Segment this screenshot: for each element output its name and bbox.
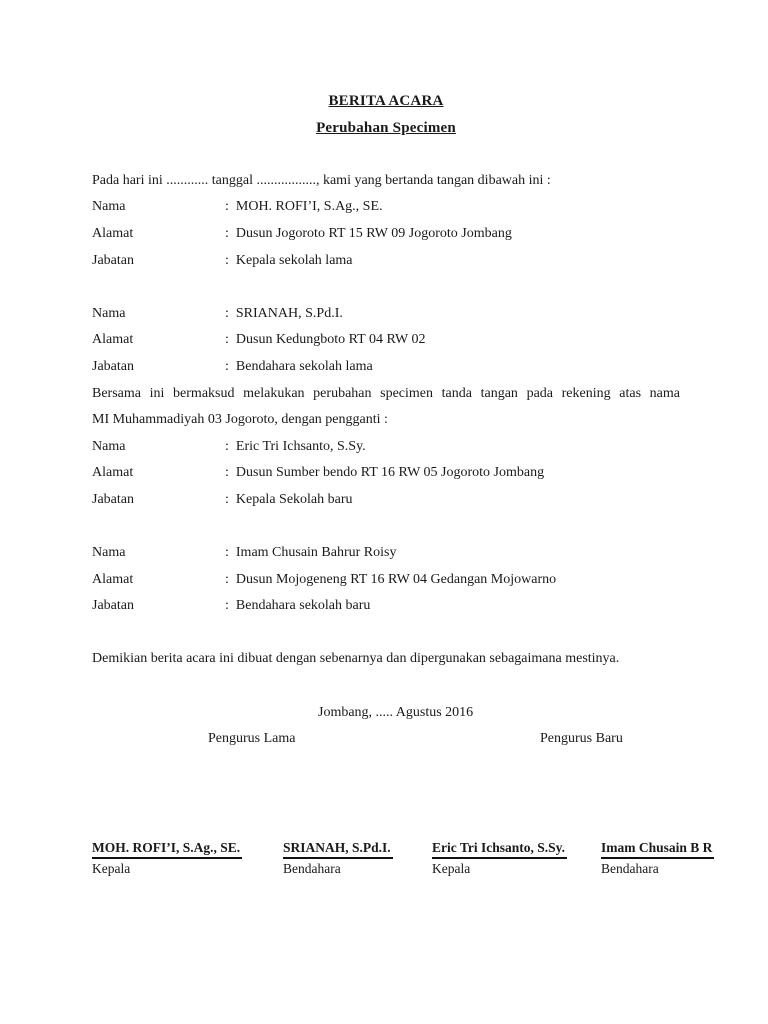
field-row-nama-3 — [92, 434, 680, 461]
field-colon: : — [225, 225, 229, 241]
document-subtitle — [92, 115, 680, 142]
field-row-nama-2 — [92, 301, 680, 328]
field-value: Eric Tri Ichsanto, S.Sy. — [235, 438, 366, 454]
closing-line: Demikian berita acara ini dibuat dengan sebenarnya dan dipergunakan sebagaimana mestinya. — [92, 651, 620, 667]
signature-name: Imam Chusain B R — [601, 839, 714, 859]
field-row-jabatan-3 — [92, 487, 680, 514]
document-title — [92, 88, 680, 115]
field-value: Imam Chusain Bahrur Roisy — [235, 545, 397, 561]
field-colon: : — [225, 332, 229, 348]
field-label: Nama — [92, 305, 126, 321]
signature-name: Eric Tri Ichsanto, S.Sy. — [432, 839, 567, 859]
date-line-text: Jombang, ..... Agustus 2016 — [318, 704, 474, 720]
field-row-alamat-4 — [92, 567, 680, 594]
field-label: Jabatan — [92, 491, 134, 507]
field-colon: : — [225, 438, 229, 454]
field-colon: : — [225, 545, 229, 561]
field-value: SRIANAH, S.Pd.I. — [235, 305, 343, 321]
field-value: Kepala Sekolah baru — [235, 491, 353, 507]
field-row-nama-4 — [92, 540, 680, 567]
field-colon: : — [225, 199, 229, 215]
signature-block-3 — [432, 839, 567, 877]
field-colon: : — [225, 571, 229, 587]
signature-role: Bendahara — [601, 860, 659, 876]
signature-row — [92, 839, 713, 899]
field-value: Dusun Sumber bendo RT 16 RW 05 Jogoroto Jombang — [235, 465, 545, 481]
signature-block-2 — [283, 839, 393, 877]
field-label: Jabatan — [92, 252, 134, 268]
field-row-jabatan-4 — [92, 593, 680, 620]
spacer — [92, 141, 680, 168]
document-subtitle-text: Perubahan Specimen — [316, 119, 456, 136]
field-colon: : — [225, 252, 229, 268]
field-value: Dusun Mojogeneng RT 16 RW 04 Gedangan Mojowarno — [235, 571, 557, 587]
field-row-jabatan-2 — [92, 354, 680, 381]
field-row-alamat-1 — [92, 221, 680, 248]
spacer — [92, 514, 680, 541]
field-colon: : — [225, 598, 229, 614]
field-value: MOH. ROFI’I, S.Ag., SE. — [235, 199, 383, 215]
field-row-nama-1 — [92, 194, 680, 221]
field-label: Alamat — [92, 332, 134, 348]
signature-role: Bendahara — [283, 860, 341, 876]
signature-name: MOH. ROFI’I, S.Ag., SE. — [92, 839, 242, 859]
field-colon: : — [225, 305, 229, 321]
header-pengurus-lama: Pengurus Lama — [208, 731, 296, 747]
field-value: Bendahara sekolah lama — [235, 358, 373, 374]
field-value: Kepala sekolah lama — [235, 252, 353, 268]
field-label: Nama — [92, 438, 126, 454]
date-line — [92, 700, 680, 727]
field-value: Dusun Kedungboto RT 04 RW 02 — [235, 332, 426, 348]
field-row-alamat-3 — [92, 460, 680, 487]
field-colon: : — [225, 358, 229, 374]
field-label: Alamat — [92, 465, 134, 481]
signature-block-4 — [601, 839, 714, 877]
field-colon: : — [225, 491, 229, 507]
document-title-text: BERITA ACARA — [328, 93, 444, 109]
signature-space — [92, 753, 680, 839]
field-label: Jabatan — [92, 358, 134, 374]
signature-role: Kepala — [92, 860, 131, 876]
signature-role: Kepala — [432, 860, 471, 876]
spacer — [92, 620, 680, 647]
field-label: Alamat — [92, 571, 134, 587]
field-label: Alamat — [92, 225, 134, 241]
field-row-jabatan-1 — [92, 248, 680, 275]
body-line-2: MI Muhammadiyah 03 Jogoroto, dengan pengganti : — [92, 412, 388, 428]
field-label: Nama — [92, 199, 126, 215]
field-value: Bendahara sekolah baru — [235, 598, 371, 614]
field-row-alamat-2 — [92, 327, 680, 354]
spacer — [92, 274, 680, 301]
field-label: Nama — [92, 545, 126, 561]
body-line-1: Bersama ini bermaksud melakukan perubahan specimen tanda tangan pada rekening atas nama — [92, 385, 680, 401]
field-label: Jabatan — [92, 598, 134, 614]
spacer — [92, 673, 680, 700]
header-pengurus-baru: Pengurus Baru — [540, 731, 623, 747]
document-content — [92, 88, 713, 899]
signature-name: SRIANAH, S.Pd.I. — [283, 839, 393, 859]
signing-headers — [92, 726, 680, 753]
field-colon: : — [225, 465, 229, 481]
opening-line: Pada hari ini ............ tanggal ................., kami yang bertanda tangan dibawah ini : — [92, 172, 551, 188]
field-value: Dusun Jogoroto RT 15 RW 09 Jogoroto Jombang — [235, 225, 512, 241]
signature-block-1 — [92, 839, 242, 877]
